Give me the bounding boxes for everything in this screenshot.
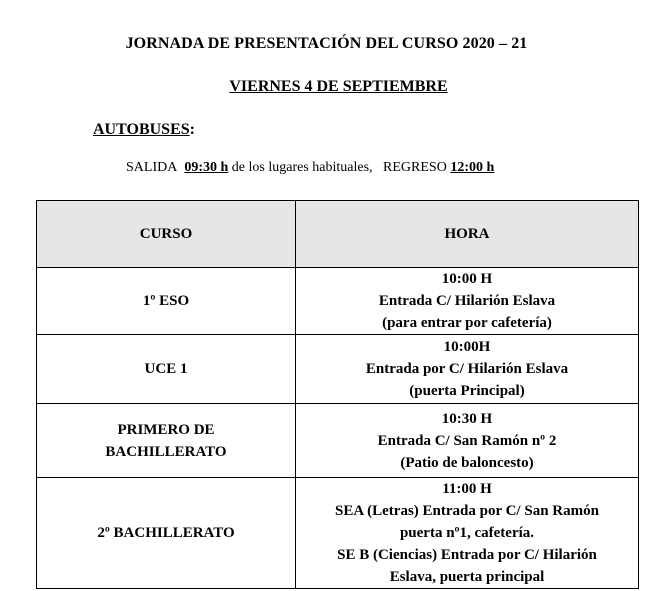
departure-place: de los lugares habituales, — [231, 160, 373, 175]
header-curso: CURSO — [37, 201, 296, 268]
hora-detail: Entrada C/ San Ramón nº 2 — [377, 432, 557, 449]
bus-section-heading — [93, 121, 195, 139]
curso-cell — [37, 404, 296, 478]
document-title: JORNADA DE PRESENTACIÓN DEL CURSO 2020 – 21 — [125, 35, 528, 52]
hora-detail: (Patio de baloncesto) — [400, 454, 534, 471]
bus-heading-colon: : — [189, 121, 195, 138]
hora-time: 10:30 H — [441, 410, 493, 427]
hora-cell — [296, 335, 639, 404]
curso-cell — [37, 478, 296, 589]
hora-cell — [296, 404, 639, 478]
curso-cell — [37, 335, 296, 404]
schedule-table — [36, 200, 639, 589]
table-header-row — [37, 201, 639, 268]
table-row — [37, 404, 639, 478]
hora-detail: SEA (Letras) Entrada por C/ San Ramón — [335, 503, 599, 519]
table-row — [37, 478, 639, 589]
hora-detail: Eslava, puerta principal — [389, 569, 545, 585]
return-label: REGRESO — [383, 160, 447, 175]
hora-time: 10:00H — [443, 339, 491, 355]
curso-text: PRIMERO DE — [117, 421, 215, 438]
table-row — [37, 268, 639, 335]
hora-time: 10:00 H — [441, 271, 493, 287]
bus-heading-text: AUTOBUSES — [93, 121, 190, 138]
hora-detail: Entrada por C/ Hilarión Eslava — [365, 361, 569, 377]
header-hora: HORA — [296, 201, 639, 268]
curso-text: BACHILLERATO — [105, 443, 227, 460]
curso-text: UCE 1 — [144, 361, 188, 377]
curso-text: 1º ESO — [142, 293, 190, 309]
hora-cell — [296, 268, 639, 335]
table-row — [37, 335, 639, 404]
hora-detail: Entrada C/ Hilarión Eslava — [378, 293, 556, 309]
hora-cell — [296, 478, 639, 589]
bus-schedule-line — [126, 160, 494, 176]
hora-detail: puerta nº1, cafetería. — [399, 525, 535, 541]
curso-cell — [37, 268, 296, 335]
departure-time: 09:30 h — [184, 160, 229, 175]
departure-label: SALIDA — [126, 160, 178, 175]
hora-detail: SE B (Ciencias) Entrada por C/ Hilarión — [337, 547, 597, 563]
curso-text: 2º BACHILLERATO — [97, 525, 235, 541]
hora-detail: (puerta Principal) — [409, 383, 525, 399]
return-time: 12:00 h — [450, 160, 495, 175]
hora-time: 11:00 H — [442, 481, 492, 497]
hora-detail: (para entrar por cafetería) — [382, 315, 552, 331]
event-date: VIERNES 4 DE SEPTIEMBRE — [229, 78, 448, 95]
